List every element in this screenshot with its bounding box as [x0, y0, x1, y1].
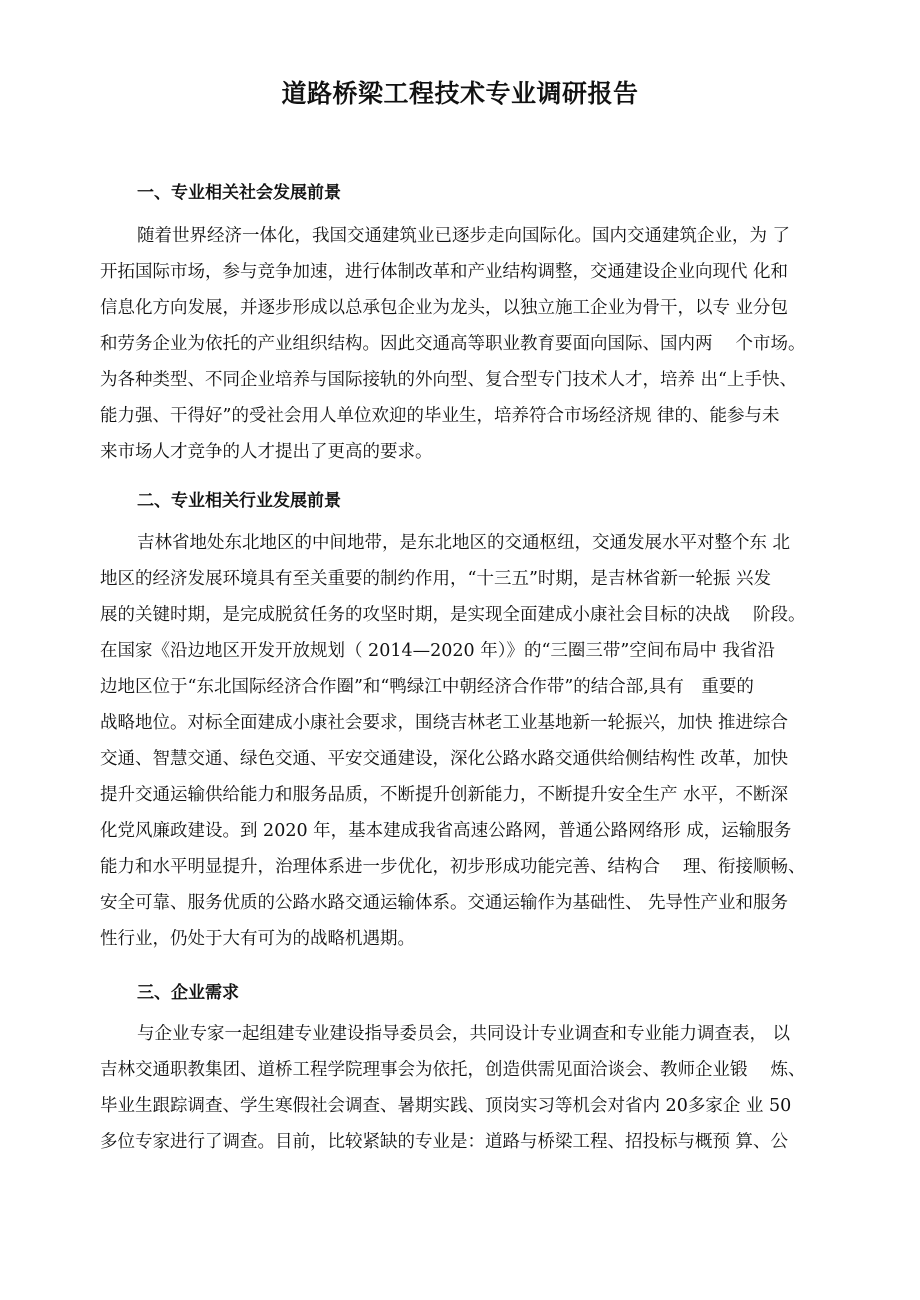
- section-2-paragraph: [100, 525, 835, 957]
- paragraph-line: 战略地位。对标全面建成小康社会要求，围绕吉林老工业基地新一轮振兴，加快 推进综合: [100, 713, 789, 733]
- paragraph-line: 交通、智慧交通、绿色交通、平安交通建设，深化公路水路交通供给侧结构性 改革，加快: [100, 749, 789, 769]
- paragraph-line: 来市场人才竞争的人才提出了更高的要求。: [100, 442, 433, 462]
- document-title: 道路桥梁工程技术专业调研报告: [281, 79, 639, 108]
- paragraph-line: 吉林交通职教集团、道桥工程学院理事会为依托，创造供需见面洽谈会、教师企业锻 炼、: [100, 1060, 806, 1080]
- paragraph-line: 化党风廉政建设。到 2020 年，基本建成我省高速公路网，普通公路网络形 成，运输服务: [100, 821, 792, 841]
- paragraph-line: 能力强、干得好”的受社会用人单位欢迎的毕业生，培养符合市场经济规 律的、能参与未: [100, 406, 780, 426]
- paragraph-line: 多位专家进行了调查。目前，比较紧缺的专业是：道路与桥梁工程、招投标与概预 算、公: [100, 1132, 789, 1152]
- paragraph-line: 提升交通运输供给能力和服务品质，不断提升创新能力，不断提升安全生产 水平，不断深: [100, 785, 789, 805]
- section-3-paragraph: [100, 1016, 835, 1160]
- paragraph-line: 信息化方向发展，并逐步形成以总承包企业为龙头，以独立施工企业为骨干，以专 业分包: [100, 298, 789, 318]
- paragraph-line: 在国家《沿边地区开发开放规划（ 2014—2020 年）》的“三圈三带”空间布局中 我省沿: [100, 641, 775, 661]
- paragraph-line: 安全可靠、服务优质的公路水路交通运输体系。交通运输作为基础性、 先导性产业和服务: [100, 893, 789, 913]
- paragraph-line: 为各种类型、不同企业培养与国际接轨的外向型、复合型专门技术人才，培养 出“上手快、: [100, 370, 798, 390]
- section-1-paragraph: [100, 218, 835, 470]
- paragraph-line: 能力和水平明显提升，治理体系进一步优化，初步形成功能完善、结构合 理、衔接顺畅、: [100, 857, 806, 877]
- section-heading-2: 二、专业相关行业发展前景: [137, 491, 341, 511]
- paragraph-line: 与企业专家一起组建专业建设指导委员会，共同设计专业调查和专业能力调查表， 以: [137, 1024, 791, 1044]
- section-heading-1: 一、专业相关社会发展前景: [137, 183, 341, 203]
- paragraph-line: 性行业，仍处于大有可为的战略机遇期。: [100, 929, 415, 949]
- paragraph-line: 随着世界经济一体化，我国交通建筑业已逐步走向国际化。国内交通建筑企业，为 了: [137, 226, 791, 246]
- paragraph-line: 边地区位于“东北国际经济合作圈”和“鸭绿江中朝经济合作带”的结合部,具有 重要的: [100, 677, 754, 697]
- paragraph-line: 毕业生跟踪调查、学生寒假社会调查、暑期实践、顶岗实习等机会对省内 20多家企 业 50: [100, 1096, 792, 1116]
- section-heading-3: 三、企业需求: [137, 983, 239, 1003]
- paragraph-line: 开拓国际市场，参与竞争加速，进行体制改革和产业结构调整，交通建设企业向现代 化和: [100, 262, 789, 282]
- paragraph-line: 地区的经济发展环境具有至关重要的制约作用，“十三五”时期，是吉林省新一轮振 兴发: [100, 569, 771, 589]
- paragraph-line: 展的关键时期，是完成脱贫任务的攻坚时期，是实现全面建成小康社会目标的决战 阶段。: [100, 605, 806, 625]
- paragraph-line: 和劳务企业为依托的产业组织结构。因此交通高等职业教育要面向国际、国内两 个市场。: [100, 334, 806, 354]
- paragraph-line: 吉林省地处东北地区的中间地带，是东北地区的交通枢纽，交通发展水平对整个东 北: [137, 533, 791, 553]
